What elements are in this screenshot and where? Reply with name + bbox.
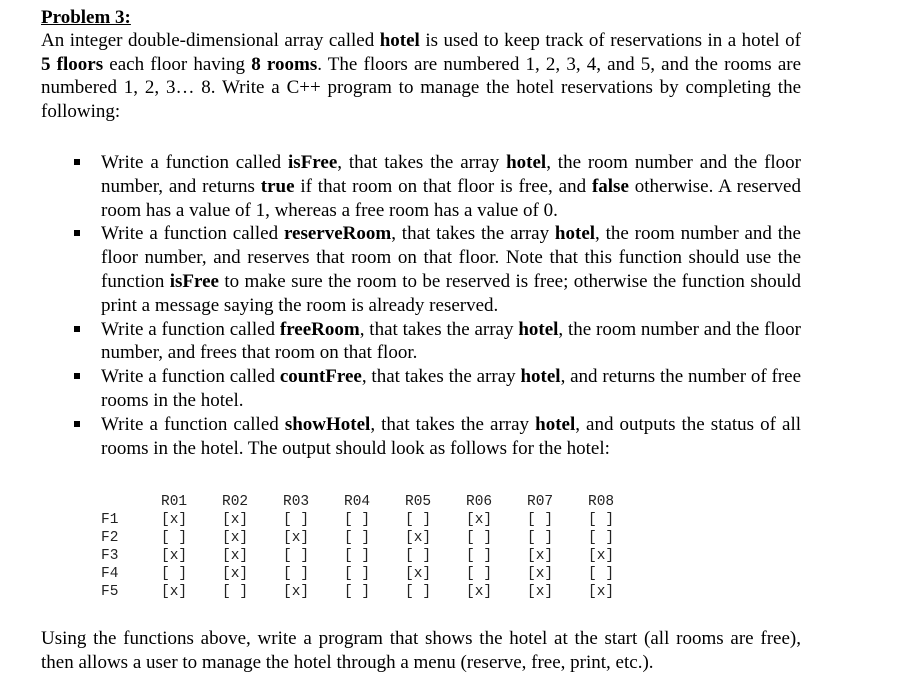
room-status-cell: [x]	[405, 530, 432, 547]
square-bullet-icon	[74, 326, 80, 332]
room-status-cell: [x]	[466, 512, 493, 529]
bold-term: hotel	[535, 413, 576, 435]
room-status-cell: [ ]	[588, 566, 615, 583]
room-status-cell: [x]	[222, 566, 249, 583]
room-status-cell: [x]	[222, 530, 249, 547]
bullet-text: Write a function called showHotel, that takes the array hotel, and outputs the status of all rooms in the hotel. The output should look as follows for the hotel:	[101, 413, 802, 459]
bold-term: isFree	[288, 152, 338, 173]
room-status-cell: [ ]	[283, 566, 310, 583]
room-header: R05	[405, 494, 432, 511]
bullet-countfree	[41, 365, 801, 413]
problem-intro: An integer double-dimensional array called hotel is used to keep track of reservations in a hotel of 5 floors each floor having 8 rooms. The floors are numbered 1, 2, 3, 4, and 5, and the rooms are numbered 1, 2, 3… 8. Write a C++ program to manage the hotel reservations by completing the following:	[41, 30, 802, 122]
room-status-cell: [ ]	[344, 530, 371, 547]
room-status-cell: [ ]	[222, 584, 249, 601]
table-body	[101, 511, 649, 601]
room-status-cell: [ ]	[405, 512, 432, 529]
floor-label: F1	[101, 512, 119, 529]
room-header: R07	[527, 494, 554, 511]
bullet-reserveroom	[41, 222, 801, 317]
square-bullet-icon	[74, 230, 80, 236]
table-row	[101, 547, 649, 565]
room-status-cell: [ ]	[405, 548, 432, 565]
room-status-cell: [x]	[527, 584, 554, 601]
room-status-cell: [x]	[405, 566, 432, 583]
bold-term: hotel	[506, 152, 547, 173]
room-status-cell: [ ]	[283, 548, 310, 565]
room-status-cell: [x]	[527, 566, 554, 583]
room-header: R01	[161, 494, 188, 511]
bold-term: isFree	[169, 270, 219, 292]
square-bullet-icon	[74, 159, 80, 165]
room-status-cell: [x]	[588, 584, 615, 601]
room-status-cell: [x]	[588, 548, 615, 565]
table-row	[101, 511, 649, 529]
square-bullet-icon	[74, 373, 80, 379]
room-status-cell: [ ]	[588, 512, 615, 529]
hotel-status-table	[101, 493, 649, 601]
room-status-cell: [ ]	[466, 530, 493, 547]
room-status-cell: [ ]	[344, 512, 371, 529]
floor-label: F4	[101, 566, 119, 583]
room-status-cell: [ ]	[161, 530, 188, 547]
bullet-freeroom	[41, 318, 801, 366]
bullet-isfree	[41, 151, 801, 222]
room-status-cell: [x]	[222, 548, 249, 565]
floor-label: F2	[101, 530, 119, 547]
bullet-showhotel	[41, 413, 801, 461]
document-page	[41, 6, 801, 674]
bold-term: hotel	[554, 223, 596, 245]
bold-term: reserveRoom	[283, 223, 392, 245]
room-status-cell: [x]	[161, 512, 188, 529]
room-status-cell: [ ]	[283, 512, 310, 529]
bold-term: hotel	[520, 366, 561, 388]
problem-title: Problem 3:	[41, 7, 131, 28]
bold-term: showHotel	[284, 413, 371, 435]
floor-label: F5	[101, 584, 119, 601]
bullet-text: Write a function called freeRoom, that takes the array hotel, the room number and the floor number, and frees that room on that floor.	[101, 318, 802, 364]
bold-term: countFree	[279, 366, 362, 388]
requirements-list	[41, 151, 801, 460]
bold-term: false	[591, 175, 629, 197]
bullet-text: Write a function called reserveRoom, that takes the array hotel, the room number and the floor number, and reserves that room on that floor. Note that this function should use the function isFree to make sure the room to be reserved is free; otherwise the function should print a message saying the room is already reserved.	[101, 223, 801, 316]
room-status-cell: [ ]	[344, 548, 371, 565]
table-row	[101, 529, 649, 547]
bold-term: freeRoom	[279, 318, 360, 340]
room-status-cell: [ ]	[161, 566, 188, 583]
room-status-cell: [x]	[222, 512, 249, 529]
bold-term: 5 floors	[41, 53, 104, 75]
room-status-cell: [ ]	[466, 566, 493, 583]
table-row	[101, 583, 649, 601]
room-status-cell: [x]	[466, 584, 493, 601]
room-header: R03	[283, 494, 310, 511]
table-row	[101, 565, 649, 583]
bullet-text: Write a function called countFree, that takes the array hotel, and returns the number of free rooms in the hotel.	[101, 366, 802, 411]
room-status-cell: [x]	[161, 584, 188, 601]
room-status-cell: [ ]	[344, 566, 371, 583]
room-status-cell: [ ]	[527, 512, 554, 529]
floor-label: F3	[101, 548, 119, 565]
room-status-cell: [ ]	[405, 584, 432, 601]
problem-outro: Using the functions above, write a program that shows the hotel at the start (all rooms are free), then allows a user to manage the hotel through a menu (reserve, free, print, etc.).	[41, 628, 801, 673]
room-status-cell: [x]	[283, 584, 310, 601]
room-status-cell: [x]	[283, 530, 310, 547]
bold-term: hotel	[518, 318, 559, 340]
room-header: R08	[588, 494, 615, 511]
room-status-cell: [ ]	[588, 530, 615, 547]
bullet-text: Write a function called isFree, that takes the array hotel, the room number and the floor number, and returns true if that room on that floor is free, and false otherwise. A reserved room has a value of 1, whereas a free room has a value of 0.	[101, 152, 802, 221]
bold-term: hotel	[379, 30, 420, 51]
room-status-cell: [x]	[527, 548, 554, 565]
bold-term: 8 rooms	[251, 53, 318, 75]
room-status-cell: [ ]	[527, 530, 554, 547]
table-header-row	[101, 493, 649, 511]
corner-cell	[101, 493, 161, 511]
room-status-cell: [x]	[161, 548, 188, 565]
room-status-cell: [ ]	[466, 548, 493, 565]
room-header: R04	[344, 494, 371, 511]
room-header: R02	[222, 494, 249, 511]
square-bullet-icon	[74, 421, 80, 427]
bold-term: true	[260, 175, 295, 197]
room-status-cell: [ ]	[344, 584, 371, 601]
room-header: R06	[466, 494, 493, 511]
